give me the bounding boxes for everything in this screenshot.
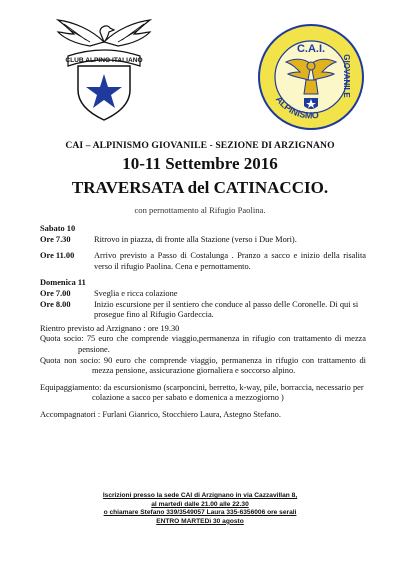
logo-left-text: CLUB ALPINO ITALIANO [65, 57, 143, 64]
registration-line: o chiamare Stefano 339/3549057 Laura 335-6356006 ore serali [103, 509, 297, 517]
schedule-row [40, 235, 366, 246]
schedule-row [40, 289, 366, 300]
equipment: Equipaggiamento: da escursionismo (scarponcini, berretto, k-way, pile, borraccia, necessario per colazione a sacco per sabato e domenica a mezzogiorno ) [40, 382, 364, 403]
logo-right-ring-left: ALPINISMO [273, 94, 320, 121]
registration-line: Iscrizioni presso la sede CAI di Arzignano in via Cazzavillan 8, [102, 492, 298, 499]
organization-heading: CAI – ALPINISMO GIOVANILE - SEZIONE DI ARZIGNANO [65, 140, 335, 151]
logo-right-ring-right: GIOVANILE [342, 54, 351, 98]
schedule-text: Inizio escursione per il sentiero che conduce al passo delle Coronelle. Di qui si prosegue fino al Rifugio Gardeccia. [94, 299, 359, 320]
logo-right-top: C.A.I. [296, 43, 326, 55]
program-body [40, 224, 366, 421]
event-title: TRAVERSATA del CATINACCIO. [71, 178, 329, 197]
registration-deadline: ENTRO MARTEDì 30 agosto [156, 517, 244, 525]
schedule-row [40, 300, 366, 321]
cai-eagle-logo [56, 12, 152, 124]
event-subtitle: con pernottamento al Rifugio Paolina. [134, 205, 266, 215]
day1-label: Sabato 10 [40, 224, 76, 233]
day2-label: Domenica 11 [40, 278, 86, 288]
schedule-time: Ore 7.30 [40, 234, 71, 244]
member-fee: Quota socio: 75 euro che comprende viaggio,permanenza in rifugio con trattamento di mezza pensione. [40, 334, 366, 354]
non-member-fee: Quota non socio: 90 euro che comprende viaggio, permanenza in rifugio con trattamento di mezza pensione, assicurazione giornaliera e soccorso alpino. [40, 355, 366, 376]
alpinismo-giovanile-logo [256, 22, 366, 132]
schedule-text: Arrivo previsto a Passo di Costalunga . Pranzo a sacco e inizio della risalita verso il rifugio Paolina. Cena e pernottamento. [94, 251, 366, 271]
schedule-row [40, 251, 366, 272]
return-time: Rientro previsto ad Arzignano : ore 19.30 [40, 323, 180, 333]
schedule-time: Ore 8.00 [40, 299, 71, 309]
registration-info [0, 492, 400, 526]
schedule-text: Sveglia e ricca colazione [94, 288, 178, 298]
schedule-text: Ritrovo in piazza, di fronte alla Stazione (verso i Due Mori). [94, 234, 297, 244]
event-dates: 10-11 Settembre 2016 [122, 154, 278, 173]
schedule-time: Ore 7.00 [40, 288, 71, 298]
guides: Accompagnatori : Furlani Gianrico, Stocchiero Laura, Astegno Stefano. [40, 409, 281, 419]
schedule-time: Ore 11.00 [40, 251, 75, 261]
registration-line: al martedì dalle 21.00 alle 22.30 [151, 500, 249, 508]
